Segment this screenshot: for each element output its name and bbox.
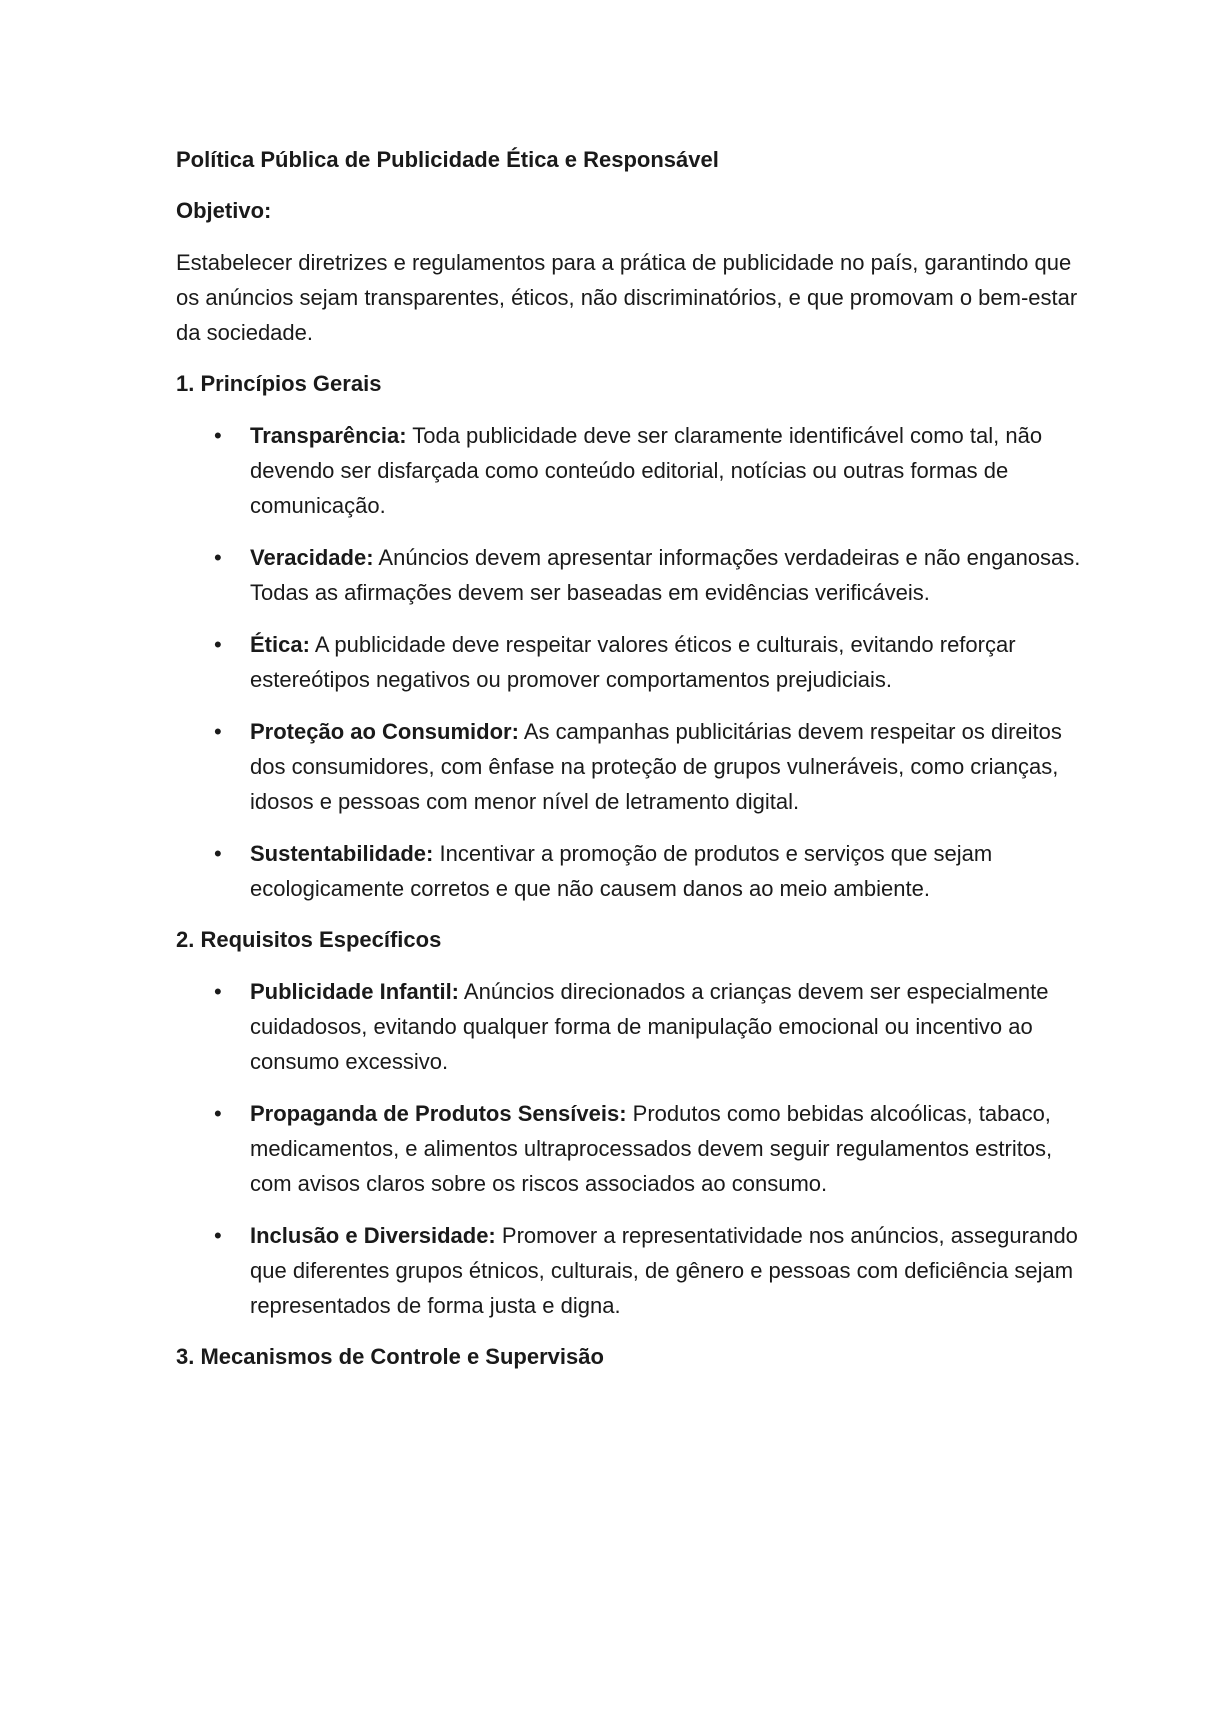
list-item-text: Incentivar a promoção de produtos e serviços que sejam ecologicamente corretos e que não causem danos ao meio ambiente. xyxy=(250,841,993,901)
list-item-inclusao-diversidade xyxy=(176,1218,1094,1323)
list-item-text: Anúncios devem apresentar informações verdadeiras e não enganosas. Todas as afirmações devem ser baseadas em evidências verificáveis. xyxy=(250,545,1081,605)
list-item-text: Produtos como bebidas alcoólicas, tabaco, medicamentos, e alimentos ultraprocessados devem seguir regulamentos estritos, com avisos claros sobre os riscos associados ao consumo. xyxy=(250,1101,1053,1196)
bullet-icon: • xyxy=(214,979,222,1004)
list-requisitos-especificos xyxy=(176,974,1094,1323)
list-item-term: Sustentabilidade: xyxy=(250,841,434,866)
bullet-icon: • xyxy=(214,719,222,744)
list-item-publicidade-infantil xyxy=(176,974,1094,1079)
list-item-produtos-sensiveis xyxy=(176,1096,1094,1201)
bullet-icon: • xyxy=(214,1101,222,1126)
list-item-transparencia xyxy=(176,418,1094,523)
objective-heading: Objetivo: xyxy=(176,198,272,223)
bullet-icon: • xyxy=(214,841,222,866)
list-item-text: Promover a representatividade nos anúncios, assegurando que diferentes grupos étnicos, culturais, de gênero e pessoas com deficiência sejam representados de forma justa e digna. xyxy=(250,1223,1078,1318)
bullet-icon: • xyxy=(214,1223,222,1248)
list-principios-gerais xyxy=(176,418,1094,906)
list-item-sustentabilidade xyxy=(176,836,1094,906)
list-item-text: Toda publicidade deve ser claramente identificável como tal, não devendo ser disfarçada como conteúdo editorial, notícias ou outras formas de comunicação. xyxy=(250,423,1043,518)
list-item-term: Proteção ao Consumidor: xyxy=(250,719,519,744)
bullet-icon: • xyxy=(214,545,222,570)
section-heading-requisitos-especificos: 2. Requisitos Específicos xyxy=(176,927,442,952)
list-item-term: Ética: xyxy=(250,632,310,657)
list-item-term: Veracidade: xyxy=(250,545,374,570)
section-heading-mecanismos-controle: 3. Mecanismos de Controle e Supervisão xyxy=(176,1344,604,1369)
list-item-veracidade xyxy=(176,540,1094,610)
objective-paragraph: Estabelecer diretrizes e regulamentos para a prática de publicidade no país, garantindo que os anúncios sejam transparentes, éticos, não discriminatórios, e que promovam o bem-estar da sociedade. xyxy=(176,250,1078,345)
list-item-term: Propaganda de Produtos Sensíveis: xyxy=(250,1101,627,1126)
list-item-protecao-consumidor xyxy=(176,714,1094,819)
section-heading-principios-gerais: 1. Princípios Gerais xyxy=(176,371,382,396)
list-item-text: A publicidade deve respeitar valores éticos e culturais, evitando reforçar estereótipos negativos ou promover comportamentos prejudiciais. xyxy=(250,632,1016,692)
document-title: Política Pública de Publicidade Ética e Responsável xyxy=(176,147,719,172)
list-item-text: As campanhas publicitárias devem respeitar os direitos dos consumidores, com ênfase na proteção de grupos vulneráveis, como crianças, idosos e pessoas com menor nível de letramento digital. xyxy=(250,719,1062,814)
list-item-term: Transparência: xyxy=(250,423,407,448)
list-item-text: Anúncios direcionados a crianças devem ser especialmente cuidadosos, evitando qualquer forma de manipulação emocional ou incentivo ao consumo excessivo. xyxy=(250,979,1049,1074)
list-item-term: Inclusão e Diversidade: xyxy=(250,1223,496,1248)
bullet-icon: • xyxy=(214,632,222,657)
list-item-etica xyxy=(176,627,1094,697)
list-item-term: Publicidade Infantil: xyxy=(250,979,460,1004)
bullet-icon: • xyxy=(214,423,222,448)
